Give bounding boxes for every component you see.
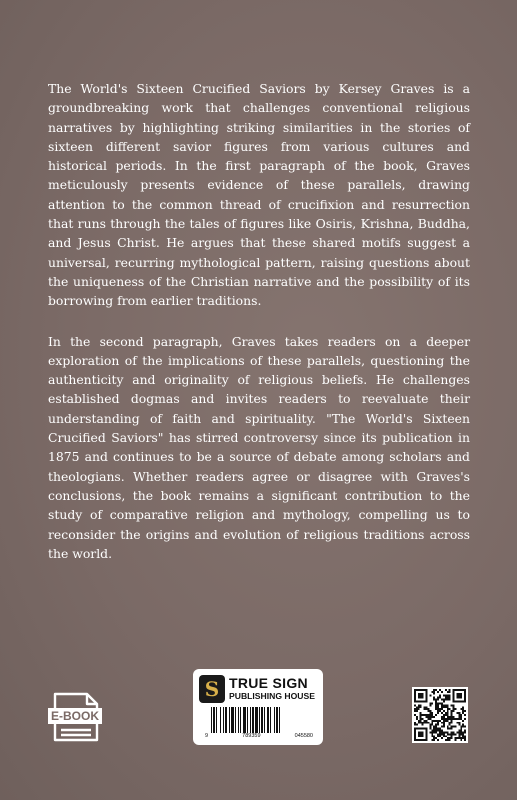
isbn-digit-group: 045580 bbox=[294, 733, 313, 739]
publisher-name: TRUE SIGN bbox=[229, 675, 308, 691]
book-description bbox=[48, 79, 470, 584]
description-paragraph-1: The World's Sixteen Crucified Saviors by Kersey Graves is a groundbreaking work that challenges conventional religious narratives by highlighting striking similarities in the stories of sixteen different savior figures from various cultures and historical periods. In the first paragraph of the book, Graves meticulously presents evidence of these parallels, drawing attention to the common thread of crucifixion and resurrection that runs through the tales of figures like Osiris, Krishna, Buddha, and Jesus Christ. He argues that these shared motifs suggest a universal, recurring mythological pattern, raising questions about the uniqueness of the Christian narrative and the possibility of its borrowing from earlier traditions. bbox=[48, 81, 470, 309]
publisher-emblem-letter: S bbox=[204, 677, 220, 701]
publisher-logo-barcode bbox=[193, 669, 323, 745]
qr-code bbox=[412, 687, 468, 743]
isbn-barcode bbox=[211, 707, 307, 733]
ebook-icon bbox=[45, 686, 105, 746]
publisher-subtitle: PUBLISHING HOUSE bbox=[229, 691, 315, 701]
publisher-logo bbox=[199, 675, 319, 705]
isbn-digit-group: 789359 bbox=[242, 733, 261, 739]
publisher-emblem bbox=[199, 675, 225, 703]
isbn-digit-group: 9 bbox=[205, 733, 209, 739]
description-paragraph-2: In the second paragraph, Graves takes readers on a deeper exploration of the implications of these parallels, questioning the authenticity and originality of religious beliefs. He challenges established dogmas and invites readers to reevaluate their understanding of faith and spirituality. "The World's Sixteen Crucified Saviors" has stirred controversy since its publication in 1875 and continues to be a source of debate among scholars and theologians. Whether readers agree or disagree with Graves's conclusions, the book remains a significant contribution to the study of comparative religion and mythology, compelling us to reconsider the origins and evolution of religious traditions across the world. bbox=[48, 333, 470, 561]
ebook-label: E-BOOK bbox=[51, 709, 99, 723]
isbn-digits bbox=[205, 733, 313, 739]
